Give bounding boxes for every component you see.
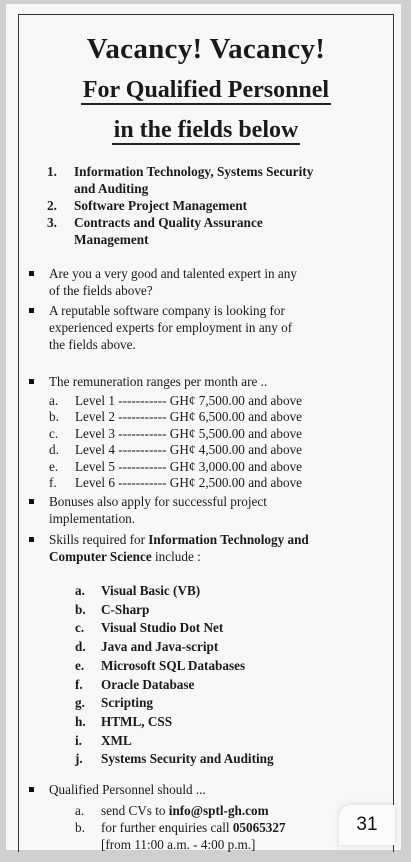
bullet-line: implementation.	[49, 511, 136, 526]
bullet-text	[49, 302, 389, 353]
field-line: and Auditing	[74, 181, 149, 196]
contact-hours: [from 11:00 a.m. - 4:00 p.m.]	[101, 837, 256, 852]
level-row	[49, 475, 389, 491]
skills-field: Computer Science	[49, 549, 152, 564]
skill-letter: j.	[75, 751, 83, 767]
skill-row	[75, 750, 395, 769]
field-item	[47, 197, 389, 214]
field-item	[47, 214, 389, 248]
page-count-badge[interactable]: 31	[339, 805, 395, 845]
bullet-text	[49, 493, 389, 527]
subtitle-text-2: in the fields below	[113, 117, 299, 143]
contact-label: send CVs to	[101, 803, 169, 818]
bullet-line: experienced experts for employment in any of	[49, 320, 293, 335]
level-letter: d.	[49, 442, 59, 458]
level-text: Level 4 ----------- GH¢ 4,500.00 and above	[75, 442, 303, 458]
bullet-item	[29, 265, 389, 299]
skills-list	[75, 582, 395, 769]
skill-row	[75, 619, 395, 638]
level-row	[49, 409, 389, 425]
skill-letter: a.	[75, 583, 85, 598]
bullet-text: Qualified Personnel should ...	[49, 782, 206, 797]
skill-text: Systems Security and Auditing	[101, 751, 274, 767]
advert-frame	[18, 14, 394, 853]
bullet-text	[49, 531, 389, 565]
skill-row	[75, 676, 395, 695]
skills-intro: Skills required for	[49, 532, 149, 547]
skill-letter: g.	[75, 695, 85, 711]
level-text: Level 1 ----------- GH¢ 7,500.00 and above	[75, 393, 303, 408]
skill-text: Visual Basic (VB)	[101, 583, 201, 598]
skill-row	[75, 638, 395, 657]
field-text	[74, 214, 263, 248]
skills-outro: include :	[151, 549, 201, 564]
contact-text	[101, 819, 286, 853]
advert-page	[6, 4, 401, 850]
contact-email[interactable]: info@sptl-gh.com	[168, 803, 269, 818]
field-text	[74, 163, 313, 197]
skill-text: C-Sharp	[101, 601, 150, 617]
fields-list	[47, 163, 389, 248]
bullet-icon	[29, 379, 34, 384]
field-number: 1.	[47, 164, 57, 179]
skill-letter: d.	[75, 639, 86, 655]
skill-text: Microsoft SQL Databases	[101, 657, 246, 673]
bullet-item	[29, 302, 389, 353]
level-row	[49, 459, 389, 475]
bullet-icon	[29, 499, 34, 504]
bullet-line: Bonuses also apply for successful project	[49, 494, 267, 509]
skill-row	[75, 601, 395, 620]
bullet-icon	[29, 271, 34, 276]
bottom-edge	[0, 852, 411, 862]
skill-text: HTML, CSS	[101, 713, 173, 729]
skill-text: Visual Studio Dot Net	[101, 620, 224, 636]
level-row	[49, 393, 389, 409]
vacancy-title: Vacancy! Vacancy!	[86, 33, 326, 65]
bullet-item	[29, 781, 389, 798]
bullet-item	[29, 531, 389, 565]
bullet-text	[49, 265, 389, 299]
field-line: Software Project Management	[74, 198, 248, 213]
skill-row	[75, 713, 395, 732]
bullet-icon	[29, 787, 34, 792]
level-letter: f.	[49, 475, 57, 491]
contact-letter: b.	[75, 820, 85, 835]
skill-letter: i.	[75, 732, 82, 748]
skill-letter: e.	[75, 657, 85, 673]
subtitle-line-2	[19, 117, 393, 145]
field-line: Information Technology, Systems Security	[74, 164, 314, 179]
bullet-line: the fields above.	[49, 337, 136, 352]
bullet-text: The remuneration ranges per month are ..	[49, 374, 268, 389]
subtitle-line-1	[19, 77, 393, 105]
bullet-item	[29, 493, 389, 527]
skill-letter: h.	[75, 713, 86, 729]
skill-row	[75, 732, 395, 751]
skill-letter: f.	[75, 676, 83, 692]
level-text: Level 2 ----------- GH¢ 6,500.00 and above	[75, 409, 303, 425]
bullet-line: of the fields above?	[49, 283, 153, 298]
skill-text: XML	[101, 732, 132, 748]
skill-letter: b.	[75, 601, 86, 617]
skill-letter: c.	[75, 620, 85, 636]
field-line: Management	[74, 232, 149, 247]
field-item	[47, 163, 389, 197]
skills-field: Information Technology and	[148, 532, 309, 547]
skill-row	[75, 694, 395, 713]
contact-label: for further enquiries call	[101, 820, 233, 835]
skill-text: Java and Java-script	[101, 639, 219, 655]
contact-text	[101, 802, 269, 819]
field-number: 2.	[47, 198, 57, 213]
field-line: Contracts and Quality Assurance	[74, 215, 263, 230]
level-text: Level 3 ----------- GH¢ 5,500.00 and above	[75, 425, 303, 441]
level-letter: b.	[49, 409, 59, 425]
level-text: Level 5 ----------- GH¢ 3,000.00 and above	[75, 458, 303, 474]
bullet-icon	[29, 308, 34, 313]
subtitle-text-1: For Qualified Personnel	[82, 77, 330, 103]
level-row	[49, 426, 389, 442]
level-letter: c.	[49, 425, 59, 441]
skill-text: Scripting	[101, 695, 154, 711]
level-letter: a.	[49, 393, 59, 408]
bullet-line: Are you a very good and talented expert in any	[49, 266, 297, 281]
level-letter: e.	[49, 458, 59, 474]
bullet-item	[29, 373, 389, 390]
skill-row	[75, 582, 395, 601]
level-text: Level 6 ----------- GH¢ 2,500.00 and above	[75, 475, 303, 491]
bullet-icon	[29, 537, 34, 542]
bullet-line: A reputable software company is looking for	[49, 303, 285, 318]
remuneration-levels	[49, 393, 389, 491]
contact-phone[interactable]: 05065327	[232, 820, 286, 835]
level-row	[49, 442, 389, 458]
field-number: 3.	[47, 215, 57, 230]
skill-row	[75, 657, 395, 676]
contact-letter: a.	[75, 803, 85, 818]
skill-text: Oracle Database	[101, 676, 195, 692]
